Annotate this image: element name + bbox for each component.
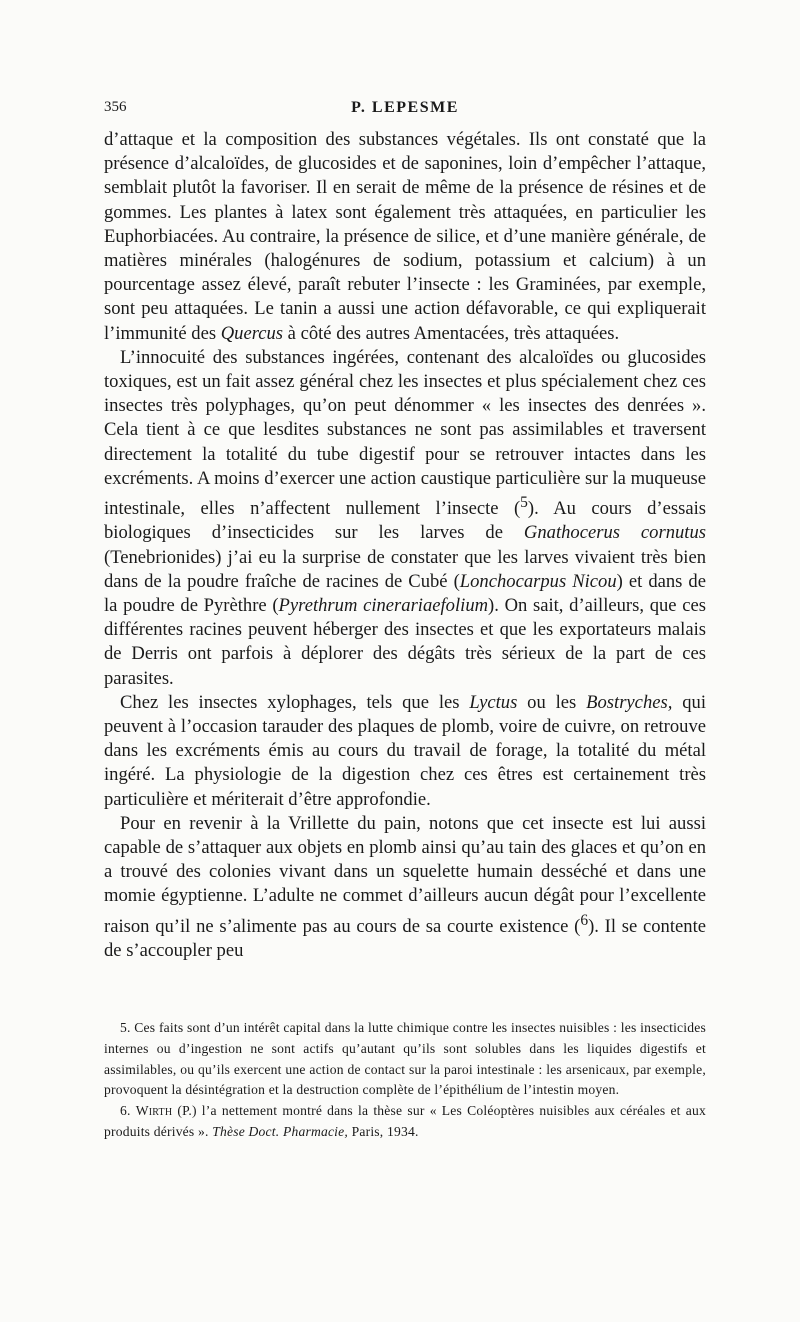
footnote-ref: 6 [580,911,589,929]
footnote-text: 5. Ces faits sont d’un intérêt capital dans la lutte chimique contre les insectes nuisibles : les insecticides internes ou d’ingestion ne sont actifs qu’autant qu’ils sont solubles dans les liquides digestifs et assimilables, ou qu’ils exercent une action de contact sur la paroi intestinale : les arsenicaux, par exemple, provoquent la désintégration et la destruction complète de l’épithélium de l’intestin moyen. [104,1020,706,1098]
page-number: 356 [104,99,127,115]
footnote-text: (P.) l’a nettement montré dans la thèse sur « Les Coléoptères nuisibles aux céréales et aux produits dérivés ». [104,1103,706,1139]
paragraph-text: ). Au cours d’essais biologiques d’insecticides sur les larves de [104,498,706,544]
paragraph-text: ). Il se contente de s’accoupler peu [104,915,706,962]
taxon-name: Lonchocarpus Nicou [459,570,617,592]
paragraph-2 [104,346,706,691]
taxon-name: Pyrethrum cinerariaefolium [278,595,489,617]
body-text [104,128,706,963]
paragraph-text: qui peuvent à l’occasion tarauder des plaques de plomb, voire de cuivre, on retrouve dans les excréments émis au cours du travail de forage, la totalité du métal ingéré. La physiologie de la digestion chez ces êtres est certainement très particulière et mériterait d’être approfondie. [104,691,706,810]
paragraph-text: Chez les insectes xylophages, tels que les [120,691,470,713]
footnote-ref: 5 [520,494,528,512]
taxon-name: Bostryches, [586,691,673,713]
footnote-6 [104,1101,706,1143]
footnote-number: 6. [120,1103,136,1119]
footnotes [104,1018,706,1143]
taxon-name: Gnathocerus cornutus [523,522,706,544]
footnote-5 [104,1018,706,1101]
paragraph-text: d’attaque et la composition des substances végétales. Ils ont constaté que la présence d’alcaloïdes, de glucosides et de saponines, loin d’empêcher l’attaque, semblait plutôt la favoriser. Il en serait de même de la présence de résines et de gommes. Les plantes à latex sont également très attaquées, en particulier les Euphorbiacées. Au contraire, la présence de silice, et d’une manière générale, de matières minérales (halogénures de sodium, potassium et calcium) à un pourcentage assez élevé, paraît rebuter l’insecte : les Graminées, par exemple, sont peu attaquées. Le tanin a aussi une action défavorable, ce qui expliquerait l’immunité des [104,129,706,344]
paragraph-text: ou les [517,691,587,713]
footnote-source: Thèse Doct. Pharmacie, [212,1123,348,1139]
footnote-author: Wirth [135,1103,173,1119]
footnote-text: Paris, 1934. [348,1123,419,1139]
paragraph-3 [104,691,706,812]
running-head: P. LEPESME [351,99,459,116]
paragraph-text: (Tenebrionides) j’ai eu la surprise de constater que les larves vivaient très bien dans de la poudre fraîche de racines de Cubé ( [104,546,706,592]
paragraph-text: Pour en revenir à la Vrillette du pain, notons que cet insecte est lui aussi capable de s’attaquer aux objets en plomb ainsi qu’au tain des glaces et qu’on en a trouvé des colonies vivant dans un squelette humain desséché et dans une momie égyptienne. L’adulte ne commet d’ailleurs aucun dégât pour l’excellente raison qu’il ne s’alimente pas au cours de sa courte existence ( [104,812,706,937]
paragraph-text: L’innocuité des substances ingérées, contenant des alcaloïdes ou glucosides toxiques, est un fait assez général chez les insectes et plus spécialement chez ces insectes très polyphages, qu’on peut dénommer « les insectes des denrées ». Cela tient à ce que lesdites substances ne sont pas assimilables et traversent directement la totalité du tube digestif pour se retrouver intactes dans les excréments. A moins d’exercer une action caustique particulière sur la muqueuse intestinale, elles n’affectent nullement l’insecte ( [104,346,706,520]
paragraph-text: ) et dans de la poudre de Pyrèthre ( [104,570,706,617]
paragraph-1 [104,128,706,346]
paragraph-4 [104,812,706,963]
page-header [104,99,706,125]
paragraph-text: ). On sait, d’ailleurs, que ces différentes racines peuvent héberger des insectes et que les exportateurs malais de Derris ont parfois à déplorer des dégâts très sérieux de la part de ces parasites. [104,595,706,689]
taxon-name: Quercus [220,322,284,344]
taxon-name: Lyctus [469,691,518,713]
paragraph-text: à côté des autres Amentacées, très attaquées. [283,322,620,344]
